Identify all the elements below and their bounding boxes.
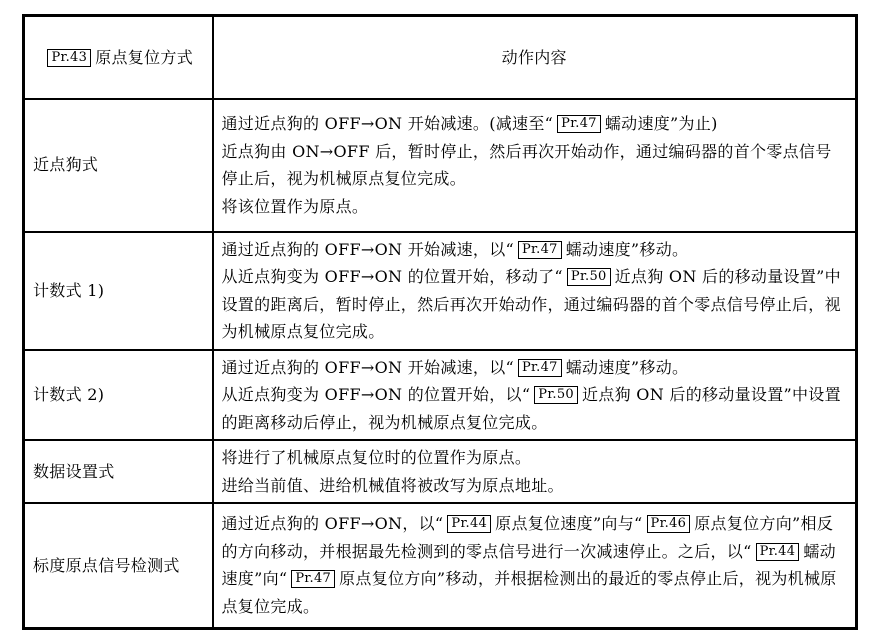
description-cell — [213, 440, 857, 503]
method-cell: 计数式 2) — [24, 350, 213, 441]
description-paragraph: 从近点狗变为 OFF→ON 的位置开始，以“ Pr.50 近点狗 ON 后的移动量设置”中设置的距离移动后停止，视为机械原点复位完成。 — [221, 385, 841, 432]
description-paragraph: 将进行了机械原点复位时的位置作为原点。 — [221, 448, 532, 467]
description-paragraph: 通过近点狗的 OFF→ON 开始减速。(减速至“ Pr.47 蠕动速度”为止) — [221, 114, 718, 133]
table-row — [24, 99, 857, 232]
pr-parameter-badge: Pr.44 — [447, 515, 491, 533]
header-method-cell: Pr.43 原点复位方式 — [24, 16, 213, 99]
method-cell: 数据设置式 — [24, 440, 213, 503]
pr-parameter-badge: Pr.47 — [291, 570, 335, 588]
method-cell: 计数式 1) — [24, 232, 213, 350]
description-paragraph: 通过近点狗的 OFF→ON，以“ Pr.44 原点复位速度”向与“ Pr.46 原点复位方向”相反的方向移动，并根据最先检测到的零点信号进行一次减速停止。之后，以“ Pr.44 蠕动速度”向“ Pr.47 原点复位方向”移动，并根据检测出的最近的零点停止后，视为机械原点复位完成。 — [221, 514, 837, 616]
description-paragraph: 进给当前值、进给机械值将被改写为原点地址。 — [221, 475, 564, 495]
pr-parameter-badge: Pr.43 — [47, 49, 91, 67]
method-cell: 近点狗式 — [24, 99, 213, 232]
table-row — [24, 232, 857, 350]
pr-parameter-badge: Pr.44 — [756, 543, 800, 561]
description-paragraph: 将该位置作为原点。 — [221, 196, 369, 216]
description-paragraph: 近点狗由 ON→OFF 后，暂时停止，然后再次开始动作，通过编码器的首个零点信号停止后，视为机械原点复位完成。 — [221, 141, 832, 188]
table-row — [24, 503, 857, 628]
pr-parameter-badge: Pr.47 — [518, 359, 562, 377]
description-paragraph: 从近点狗变为 OFF→ON 的位置开始，移动了“ Pr.50 近点狗 ON 后的移动量设置”中设置的距离后，暂时停止，然后再次开始动作，通过编码器的首个零点信号停止后，视为机械原点复位完成。 — [221, 267, 841, 341]
pr-parameter-badge: Pr.47 — [518, 241, 562, 259]
table-row — [24, 440, 857, 503]
description-cell — [213, 350, 857, 441]
pr-parameter-badge: Pr.46 — [647, 515, 691, 533]
header-action-cell: 动作内容 — [213, 16, 857, 99]
description-paragraph: 通过近点狗的 OFF→ON 开始减速，以“ Pr.47 蠕动速度”移动。 — [221, 239, 689, 259]
home-position-return-methods-table — [22, 14, 858, 630]
table-header — [24, 16, 857, 99]
description-cell — [213, 99, 857, 232]
pr-parameter-badge: Pr.50 — [534, 386, 578, 404]
pr-parameter-badge: Pr.50 — [567, 268, 611, 286]
description-cell — [213, 232, 857, 350]
description-paragraph: 通过近点狗的 OFF→ON 开始减速，以“ Pr.47 蠕动速度”移动。 — [221, 357, 689, 377]
header-row — [24, 16, 857, 99]
pr-parameter-badge: Pr.47 — [557, 115, 601, 133]
table-row — [24, 350, 857, 441]
table-body — [24, 99, 857, 629]
method-cell: 标度原点信号检测式 — [24, 503, 213, 628]
description-cell — [213, 503, 857, 628]
